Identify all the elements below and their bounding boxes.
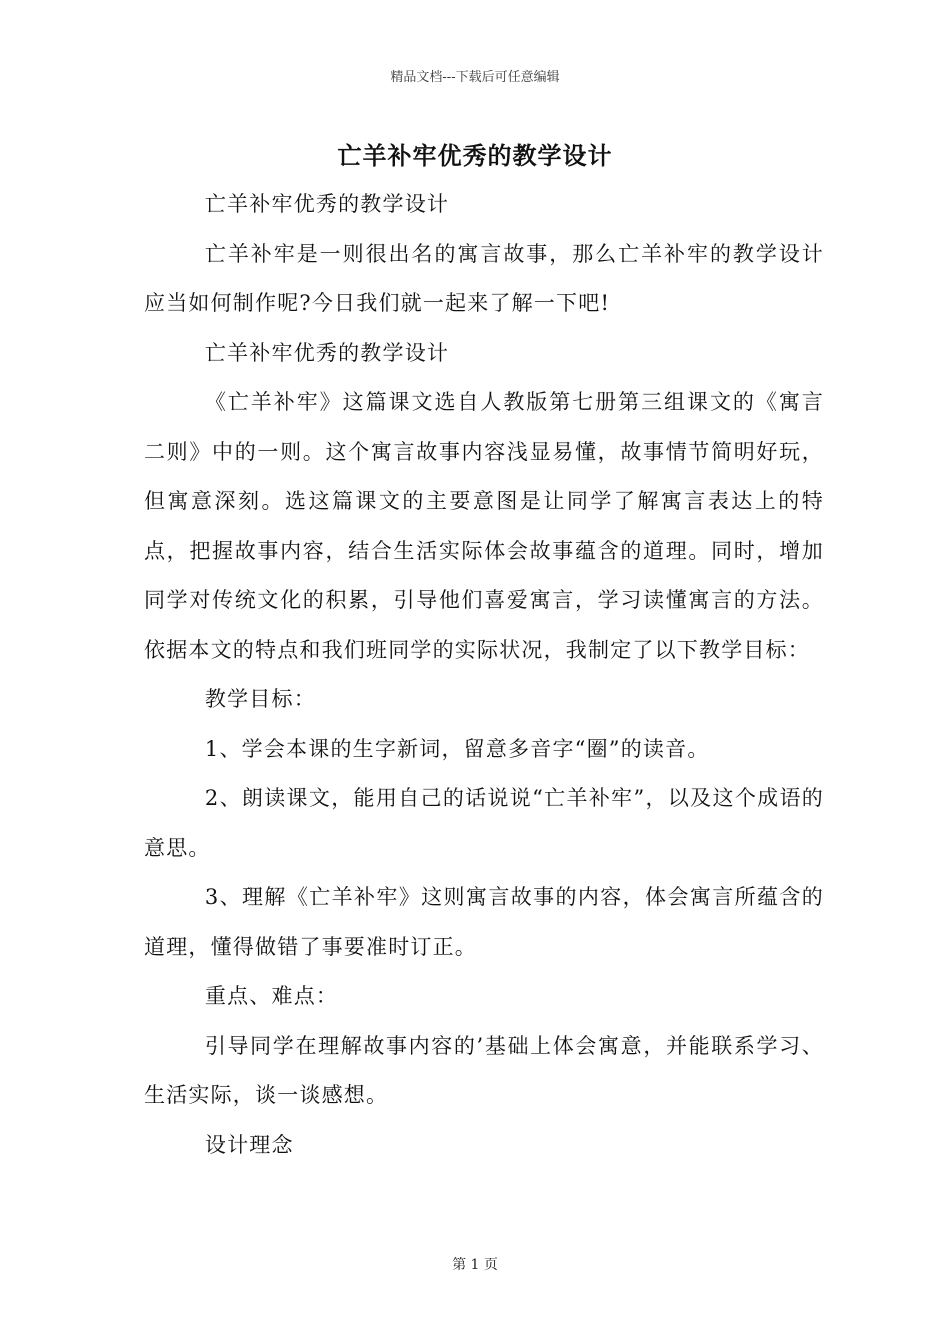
list-item: 2、朗读课文，能用自己的话说说“亡羊补牢”，以及这个成语的意思。 — [144, 786, 824, 860]
list-item: 1、学会本课的生字新词，留意多音字“圈”的读音。 — [204, 736, 710, 761]
section-heading: 重点、难点： — [204, 984, 339, 1008]
body-paragraph: 亡羊补牢是一则很出名的寓言故事，那么亡羊补牢的教学设计应当如何制作呢?今日我们就一起来了解一下吧! — [144, 241, 824, 315]
body-paragraph: 亡羊补牢优秀的教学设计 — [204, 192, 450, 216]
page-number: 第 1 页 — [452, 1257, 498, 1273]
section-heading: 设计理念 — [204, 1132, 294, 1157]
body-paragraph: 《亡羊补牢》这篇课文选自人教版第七册第三组课文的《寓言二则》中的一则。这个寓言故事内容浅显易懂，故事情节简明好玩，但寓意深刻。选这篇课文的主要意图是让同学了解寓言表达上的特点，把握故事内容，结合生活实际体会故事蕴含的道理。同时，增加同学对传统文化的积累，引导他们喜爱寓言，学习读懂寓言的方法。依据本文的特点和我们班同学的实际状况，我制定了以下教学目标： — [144, 390, 824, 662]
section-heading: 教学目标： — [204, 687, 316, 711]
list-item: 3、理解《亡羊补牢》这则寓言故事的内容，体会寓言所蕴含的道理，懂得做错了事要准时订正。 — [144, 885, 824, 959]
body-paragraph: 亡羊补牢优秀的教学设计 — [204, 340, 450, 365]
document-title: 亡羊补牢优秀的教学设计 — [337, 141, 613, 170]
page-header-note: 精品文档---下载后可任意编辑 — [390, 70, 560, 85]
body-paragraph: 引导同学在理解故事内容的’基础上体会寓意，并能联系学习、生活实际，谈一谈感想。 — [144, 1033, 824, 1107]
document-body — [144, 180, 824, 1170]
